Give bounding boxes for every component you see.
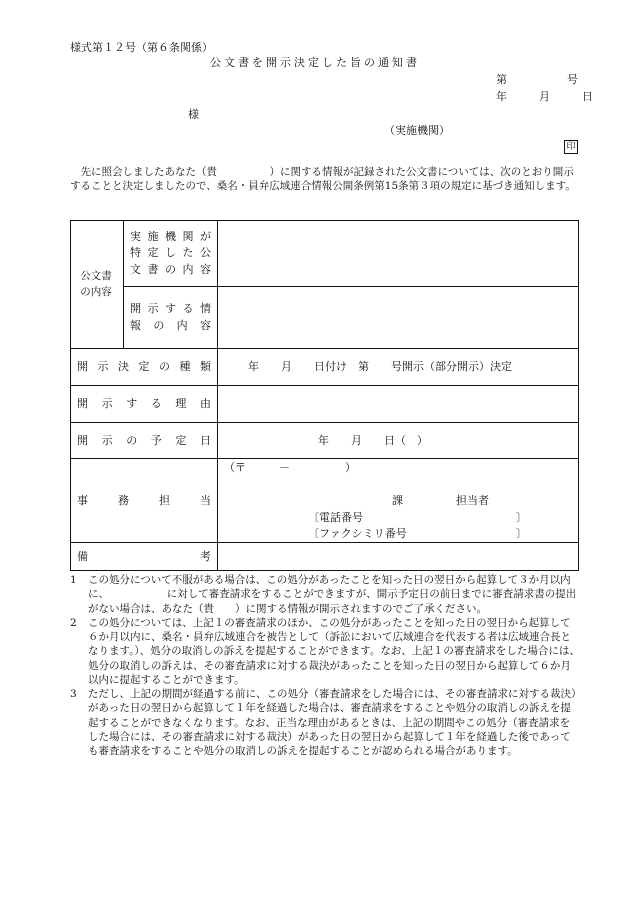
contact-person: 担当者: [456, 494, 489, 507]
table-row: [71, 349, 579, 386]
decision-type-value[interactable]: 年 月 日付け 第 号開示（部分開示）決定: [218, 349, 579, 386]
contact-phone: 〔電話番号: [308, 511, 363, 524]
table-row: [71, 386, 579, 423]
remarks-label: 備考: [71, 543, 218, 571]
list-item: [70, 573, 580, 616]
seal-mark: 印: [564, 140, 578, 154]
contact-phone-close: 〕: [516, 511, 527, 524]
contact-fax: 〔ファクシミリ番号: [308, 527, 407, 540]
note-number: 1: [70, 574, 77, 586]
disclosed-info-label: 開示する情 報の内容: [124, 287, 218, 349]
note-number: 2: [70, 616, 77, 629]
specified-document-label: 実施機関が 特定した公 文書の内容: [124, 221, 218, 287]
reason-label: 開示する理由: [71, 386, 218, 423]
table-row: [71, 459, 579, 543]
contact-section: 課: [392, 494, 403, 507]
list-item: [70, 687, 580, 758]
kobunsho-content-label: 公文書の内容: [71, 221, 124, 349]
date-day: 日: [582, 90, 593, 103]
date-month: 月: [539, 90, 550, 103]
intro-paragraph: 先に照会しましたあなた（貴 ）に関する情報が記録された公文書については、次のとおり開示することと決定しましたので、桑名・員弁広域連合情報公開条例第15条第３項の規定に基づき通知します。: [70, 166, 576, 193]
contact-fax-close: 〕: [516, 527, 527, 540]
doc-number-dai: 第: [496, 73, 507, 86]
table-row: [71, 287, 579, 349]
date-year: 年: [496, 90, 507, 103]
note-number: 3: [70, 688, 77, 701]
notes-list: [70, 573, 580, 758]
note-text: この処分について不服がある場合は、この処分があったことを知った日の翌日から起算して３か月以内に、 に対して審査請求をすることができますが、開示予定日の前日までに審査請求書の提出がない場合は、あなた（貴 ）に関する情報が開示されますのでご了承ください。: [88, 574, 577, 615]
table-row: [71, 423, 579, 459]
list-item: [70, 616, 580, 687]
note-text: この処分については、上記１の審査請求のほか、この処分があったことを知った日の翌日から起算して６か月以内に、桑名・員弁広域連合を被告として（訴訟において広域連合を代表する者は広域連合長となります。）、処分の取消しの訴えを提起することができます。なお、上記１の審査請求をした場合には、処分の取消しの訴えは、その審査請求に対する裁決があったことを知った日の翌日から起算して６か月以内に提起することができます。: [88, 616, 580, 686]
decision-type-label: 開示決定の種類: [71, 349, 218, 386]
remarks-value[interactable]: [218, 543, 579, 571]
note-text: ただし、上記の期間が経過する前に、この処分（審査請求をした場合には、その審査請求に対する裁決）があった日の翌日から起算して１年を経過した場合は、審査請求をすることや処分の取消しの訴えを提起することができなくなります。なお、正当な理由があるときは、上記の期間やこの処分（審査請求をした場合には、その審査請求に対する裁決）があった日の翌日から起算して１年を経過した後であっても審査請求をすることや処分の取消しの訴えを提起することが認められる場合があります。: [88, 688, 577, 758]
reason-value[interactable]: [218, 386, 579, 423]
doc-number-gou: 号: [567, 73, 578, 86]
implementing-agency: （実施機関）: [384, 124, 450, 137]
form-number: 様式第１２号（第６条関係）: [70, 41, 213, 54]
disclosed-info-value[interactable]: [218, 287, 579, 349]
table-row: [71, 543, 579, 571]
addressee-sama: 様: [188, 108, 199, 121]
contact-value[interactable]: [218, 459, 579, 543]
issue-date: [496, 90, 593, 104]
scheduled-date-value[interactable]: 年 月 日（ ）: [218, 423, 579, 459]
document-title: 公文書を開示決定した旨の通知書: [210, 56, 420, 69]
specified-document-value[interactable]: [218, 221, 579, 287]
table-row: [71, 221, 579, 287]
contact-label: 事務担当: [71, 459, 218, 543]
contact-postal: （〒 － ）: [224, 461, 356, 474]
scheduled-date-label: 開示の予定日: [71, 423, 218, 459]
disclosure-table: [70, 220, 579, 571]
